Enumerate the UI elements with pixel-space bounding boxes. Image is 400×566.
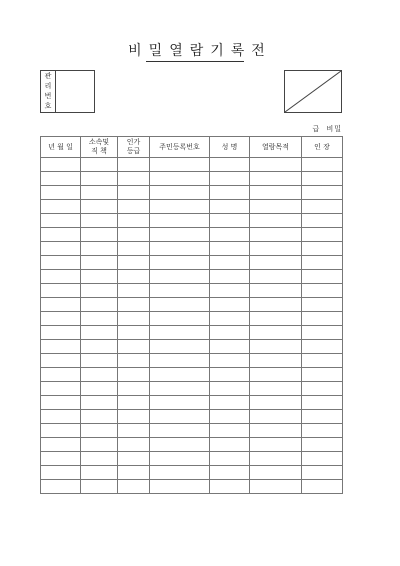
table-cell[interactable] bbox=[150, 410, 210, 424]
table-cell[interactable] bbox=[41, 382, 81, 396]
table-cell[interactable] bbox=[41, 158, 81, 172]
table-cell[interactable] bbox=[41, 200, 81, 214]
table-cell[interactable] bbox=[210, 312, 250, 326]
table-cell[interactable] bbox=[302, 410, 343, 424]
table-cell[interactable] bbox=[118, 312, 150, 326]
classification-label bbox=[309, 124, 342, 134]
table-cell[interactable] bbox=[41, 298, 81, 312]
table-cell[interactable] bbox=[118, 200, 150, 214]
table-cell[interactable] bbox=[210, 438, 250, 452]
table-cell[interactable] bbox=[81, 424, 118, 438]
management-number-char: 리 bbox=[44, 81, 52, 90]
table-cell[interactable] bbox=[250, 354, 302, 368]
table-cell[interactable] bbox=[41, 466, 81, 480]
table-cell[interactable] bbox=[150, 424, 210, 438]
diagonal-line-icon bbox=[285, 71, 341, 112]
table-cell[interactable] bbox=[302, 284, 343, 298]
table-cell[interactable] bbox=[118, 256, 150, 270]
table-cell[interactable] bbox=[81, 382, 118, 396]
table-cell[interactable] bbox=[250, 270, 302, 284]
table-row bbox=[41, 200, 343, 214]
table-cell[interactable] bbox=[302, 480, 343, 494]
table-cell[interactable] bbox=[302, 270, 343, 284]
table-cell[interactable] bbox=[210, 200, 250, 214]
table-cell[interactable] bbox=[118, 438, 150, 452]
table-cell[interactable] bbox=[118, 452, 150, 466]
table-row bbox=[41, 396, 343, 410]
table-cell[interactable] bbox=[250, 466, 302, 480]
management-number-label bbox=[41, 71, 56, 112]
table-row bbox=[41, 298, 343, 312]
table-cell[interactable] bbox=[302, 214, 343, 228]
table-cell[interactable] bbox=[250, 298, 302, 312]
table-cell[interactable] bbox=[210, 340, 250, 354]
table-cell[interactable] bbox=[250, 438, 302, 452]
table-cell[interactable] bbox=[250, 200, 302, 214]
table-cell[interactable] bbox=[81, 326, 118, 340]
table-cell[interactable] bbox=[118, 396, 150, 410]
table-cell[interactable] bbox=[150, 200, 210, 214]
table-cell[interactable] bbox=[150, 186, 210, 200]
table-cell[interactable] bbox=[150, 158, 210, 172]
table-cell[interactable] bbox=[250, 452, 302, 466]
table-cell[interactable] bbox=[250, 480, 302, 494]
table-cell[interactable] bbox=[118, 242, 150, 256]
table-cell[interactable] bbox=[150, 326, 210, 340]
table-cell[interactable] bbox=[118, 368, 150, 382]
table-cell[interactable] bbox=[41, 214, 81, 228]
table-cell[interactable] bbox=[210, 172, 250, 186]
table-cell[interactable] bbox=[41, 452, 81, 466]
table-cell[interactable] bbox=[81, 186, 118, 200]
table-cell[interactable] bbox=[302, 340, 343, 354]
table-cell[interactable] bbox=[118, 340, 150, 354]
table-cell[interactable] bbox=[210, 354, 250, 368]
crossed-out-box bbox=[284, 70, 342, 113]
table-cell[interactable] bbox=[250, 256, 302, 270]
table-row bbox=[41, 368, 343, 382]
table-cell[interactable] bbox=[302, 466, 343, 480]
classification-grade: 급 bbox=[312, 125, 321, 133]
access-log-table bbox=[40, 136, 343, 494]
table-cell[interactable] bbox=[81, 452, 118, 466]
table-row bbox=[41, 354, 343, 368]
table-cell[interactable] bbox=[81, 270, 118, 284]
table-cell[interactable] bbox=[41, 228, 81, 242]
table-cell[interactable] bbox=[250, 242, 302, 256]
table-cell[interactable] bbox=[118, 228, 150, 242]
table-cell[interactable] bbox=[118, 410, 150, 424]
table-cell[interactable] bbox=[150, 214, 210, 228]
table-cell[interactable] bbox=[150, 284, 210, 298]
table-cell[interactable] bbox=[41, 326, 81, 340]
table-cell[interactable] bbox=[302, 228, 343, 242]
table-row bbox=[41, 438, 343, 452]
table-row bbox=[41, 242, 343, 256]
table-cell[interactable] bbox=[41, 396, 81, 410]
table-cell[interactable] bbox=[302, 326, 343, 340]
table-cell[interactable] bbox=[302, 382, 343, 396]
table-row bbox=[41, 466, 343, 480]
table-row bbox=[41, 172, 343, 186]
table-cell[interactable] bbox=[250, 158, 302, 172]
management-number-box bbox=[40, 70, 95, 113]
table-cell[interactable] bbox=[41, 270, 81, 284]
table-cell[interactable] bbox=[150, 452, 210, 466]
table-cell[interactable] bbox=[81, 354, 118, 368]
table-cell[interactable] bbox=[150, 480, 210, 494]
table-cell[interactable] bbox=[118, 214, 150, 228]
table-cell[interactable] bbox=[81, 312, 118, 326]
table-cell[interactable] bbox=[250, 326, 302, 340]
table-cell[interactable] bbox=[81, 256, 118, 270]
table-cell[interactable] bbox=[81, 200, 118, 214]
table-row bbox=[41, 382, 343, 396]
header-purpose: 열람목적 bbox=[250, 137, 302, 158]
table-cell[interactable] bbox=[118, 424, 150, 438]
table-cell[interactable] bbox=[118, 466, 150, 480]
table-cell[interactable] bbox=[210, 270, 250, 284]
table-cell[interactable] bbox=[302, 172, 343, 186]
table-cell[interactable] bbox=[150, 354, 210, 368]
table-cell[interactable] bbox=[210, 186, 250, 200]
table-cell[interactable] bbox=[302, 312, 343, 326]
table-cell[interactable] bbox=[302, 242, 343, 256]
header-name: 성 명 bbox=[210, 137, 250, 158]
table-cell[interactable] bbox=[41, 410, 81, 424]
table-row bbox=[41, 256, 343, 270]
table-cell[interactable] bbox=[41, 284, 81, 298]
table-row bbox=[41, 186, 343, 200]
table-cell[interactable] bbox=[41, 186, 81, 200]
table-cell[interactable] bbox=[81, 242, 118, 256]
table-cell[interactable] bbox=[150, 466, 210, 480]
table-cell[interactable] bbox=[302, 158, 343, 172]
table-cell[interactable] bbox=[210, 424, 250, 438]
table-row bbox=[41, 326, 343, 340]
table-cell[interactable] bbox=[302, 354, 343, 368]
table-cell[interactable] bbox=[118, 326, 150, 340]
table-cell[interactable] bbox=[210, 228, 250, 242]
header-affiliation: 소속및 직 책 bbox=[81, 137, 118, 158]
table-cell[interactable] bbox=[81, 410, 118, 424]
page-title: 비밀열람기록전 bbox=[128, 43, 272, 59]
table-cell[interactable] bbox=[302, 200, 343, 214]
table-cell[interactable] bbox=[250, 284, 302, 298]
table-cell[interactable] bbox=[41, 312, 81, 326]
table-cell[interactable] bbox=[302, 186, 343, 200]
table-cell[interactable] bbox=[81, 284, 118, 298]
table-cell[interactable] bbox=[118, 382, 150, 396]
table-cell[interactable] bbox=[81, 480, 118, 494]
table-row bbox=[41, 312, 343, 326]
table-cell[interactable] bbox=[81, 228, 118, 242]
table-row bbox=[41, 214, 343, 228]
table-row bbox=[41, 228, 343, 242]
table-cell[interactable] bbox=[150, 270, 210, 284]
table-cell[interactable] bbox=[210, 480, 250, 494]
table-cell[interactable] bbox=[81, 340, 118, 354]
table-cell[interactable] bbox=[118, 354, 150, 368]
classification-secret: 비밀 bbox=[326, 125, 342, 133]
table-cell[interactable] bbox=[81, 396, 118, 410]
table-cell[interactable] bbox=[250, 340, 302, 354]
table-cell[interactable] bbox=[210, 466, 250, 480]
table-cell[interactable] bbox=[150, 382, 210, 396]
table-header-row bbox=[41, 137, 343, 158]
header-date: 년 월 일 bbox=[41, 137, 81, 158]
table-cell[interactable] bbox=[41, 424, 81, 438]
table-cell[interactable] bbox=[250, 368, 302, 382]
table-cell[interactable] bbox=[118, 298, 150, 312]
table-cell[interactable] bbox=[302, 438, 343, 452]
table-cell[interactable] bbox=[150, 340, 210, 354]
table-cell[interactable] bbox=[81, 438, 118, 452]
table-cell[interactable] bbox=[210, 368, 250, 382]
table-cell[interactable] bbox=[302, 256, 343, 270]
header-seal: 인 장 bbox=[302, 137, 343, 158]
table-cell[interactable] bbox=[81, 214, 118, 228]
table-cell[interactable] bbox=[210, 158, 250, 172]
table-cell[interactable] bbox=[210, 242, 250, 256]
table-cell[interactable] bbox=[81, 466, 118, 480]
table-cell[interactable] bbox=[41, 480, 81, 494]
table-cell[interactable] bbox=[250, 186, 302, 200]
table-cell[interactable] bbox=[302, 452, 343, 466]
table-cell[interactable] bbox=[210, 326, 250, 340]
table-cell[interactable] bbox=[118, 270, 150, 284]
table-cell[interactable] bbox=[250, 312, 302, 326]
table-cell[interactable] bbox=[210, 298, 250, 312]
management-number-char: 호 bbox=[44, 102, 52, 111]
management-number-char: 번 bbox=[44, 92, 52, 101]
table-cell[interactable] bbox=[81, 158, 118, 172]
table-cell[interactable] bbox=[81, 368, 118, 382]
table-row bbox=[41, 480, 343, 494]
table-cell[interactable] bbox=[150, 256, 210, 270]
table-cell[interactable] bbox=[210, 256, 250, 270]
table-cell[interactable] bbox=[41, 172, 81, 186]
table-cell[interactable] bbox=[250, 382, 302, 396]
table-cell[interactable] bbox=[150, 298, 210, 312]
table-cell[interactable] bbox=[150, 242, 210, 256]
table-cell[interactable] bbox=[210, 284, 250, 298]
table-cell[interactable] bbox=[41, 368, 81, 382]
table-cell[interactable] bbox=[81, 298, 118, 312]
table-cell[interactable] bbox=[118, 480, 150, 494]
table-cell[interactable] bbox=[250, 396, 302, 410]
table-cell[interactable] bbox=[118, 158, 150, 172]
table-cell[interactable] bbox=[118, 186, 150, 200]
table-cell[interactable] bbox=[150, 312, 210, 326]
table-cell[interactable] bbox=[150, 396, 210, 410]
table-cell[interactable] bbox=[41, 340, 81, 354]
table-cell[interactable] bbox=[210, 396, 250, 410]
table-row bbox=[41, 424, 343, 438]
title-underline bbox=[146, 61, 244, 62]
management-number-char: 관 bbox=[44, 71, 52, 80]
table-cell[interactable] bbox=[302, 368, 343, 382]
table-cell[interactable] bbox=[210, 214, 250, 228]
table-row bbox=[41, 452, 343, 466]
table-cell[interactable] bbox=[302, 396, 343, 410]
table-cell[interactable] bbox=[302, 424, 343, 438]
table-cell[interactable] bbox=[250, 424, 302, 438]
table-cell[interactable] bbox=[118, 172, 150, 186]
table-row bbox=[41, 340, 343, 354]
table-cell[interactable] bbox=[41, 438, 81, 452]
table-cell[interactable] bbox=[150, 228, 210, 242]
table-cell[interactable] bbox=[41, 256, 81, 270]
header-resident-number: 주민등록번호 bbox=[150, 137, 210, 158]
table-cell[interactable] bbox=[210, 452, 250, 466]
table-cell[interactable] bbox=[150, 438, 210, 452]
header-clearance: 인가 등급 bbox=[118, 137, 150, 158]
table-cell[interactable] bbox=[302, 298, 343, 312]
table-row bbox=[41, 270, 343, 284]
management-number-field[interactable] bbox=[56, 71, 94, 112]
table-cell[interactable] bbox=[41, 354, 81, 368]
table-cell[interactable] bbox=[81, 172, 118, 186]
table-cell[interactable] bbox=[250, 172, 302, 186]
table-cell[interactable] bbox=[41, 242, 81, 256]
table-cell[interactable] bbox=[250, 410, 302, 424]
table-row bbox=[41, 158, 343, 172]
table-cell[interactable] bbox=[150, 172, 210, 186]
table-row bbox=[41, 410, 343, 424]
table-cell[interactable] bbox=[210, 410, 250, 424]
table-cell[interactable] bbox=[250, 214, 302, 228]
table-cell[interactable] bbox=[210, 382, 250, 396]
table-cell[interactable] bbox=[250, 228, 302, 242]
table-cell[interactable] bbox=[118, 284, 150, 298]
table-cell[interactable] bbox=[150, 368, 210, 382]
table-row bbox=[41, 284, 343, 298]
